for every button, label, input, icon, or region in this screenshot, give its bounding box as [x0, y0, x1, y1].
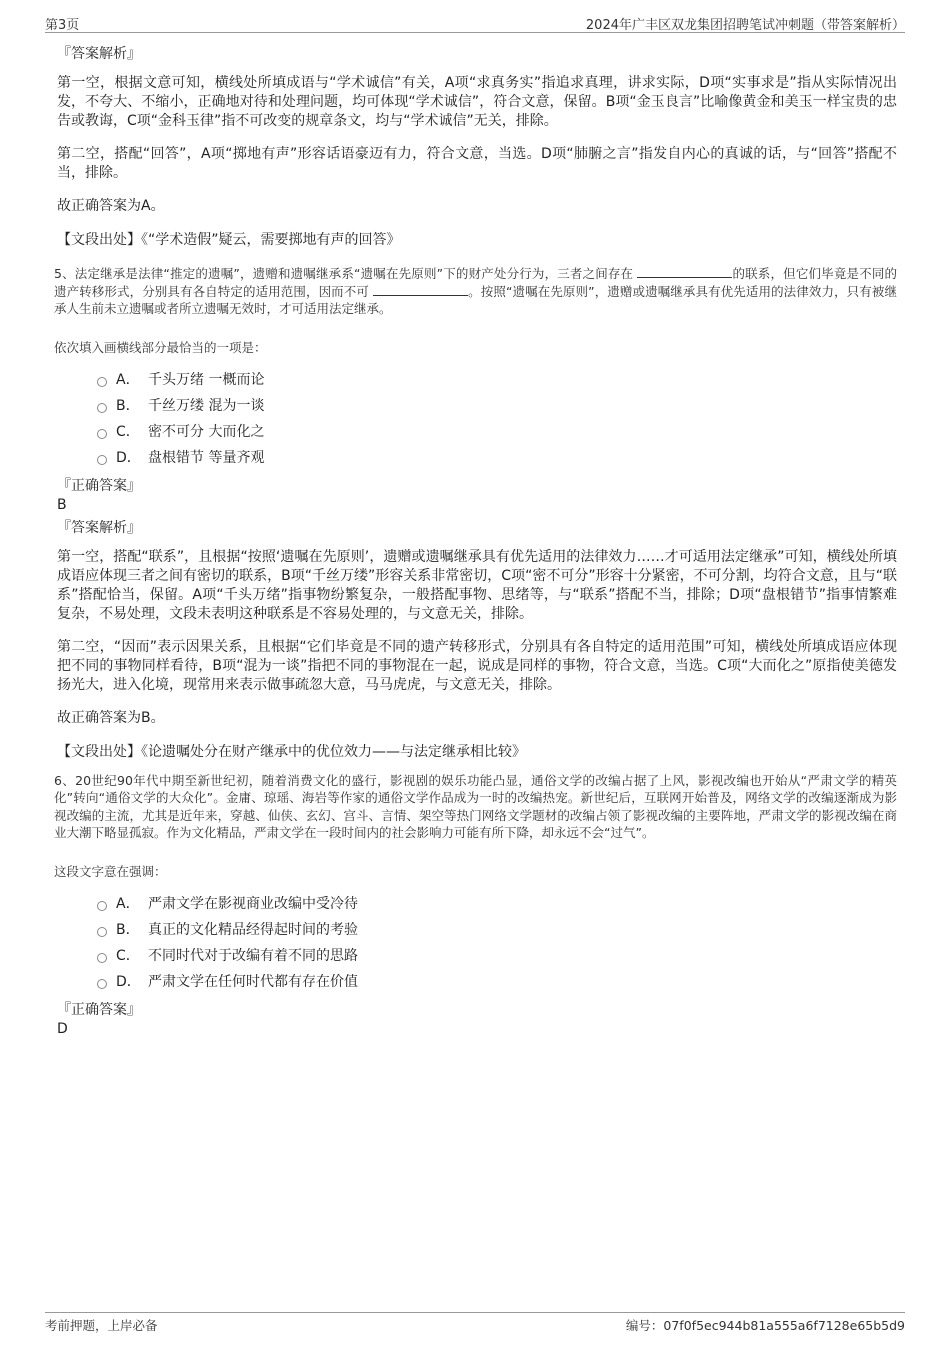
radio-icon[interactable]	[97, 377, 107, 387]
radio-icon[interactable]	[97, 927, 107, 937]
q5-analysis-p1: 第一空，搭配“联系”，且根据“按照‘遗嘱在先原则’，遗赠或遗嘱继承具有优先适用的法律效力……才可适用法定继承”可知，横线处所填成语应体现三者之间有密切的联系，B项“千丝万缕”形容关系非常密切，C项“密不可分”形容十分紧密，不可分割，均符合文意，且与“联系”搭配恰当，保留。A项“千头万绪”指事物纷繁复杂，一般搭配事物、思绪等，与“联系”搭配不当，排除；D项“盘根错节”指事情繁难复杂，不易处理，文段未表明这种联系是不容易处理的，与文意无关，排除。	[57, 548, 897, 622]
blank-2[interactable]	[373, 283, 468, 296]
page-header	[45, 14, 905, 33]
page-number: 第3页	[45, 18, 80, 33]
q5-analysis-label: 『答案解析』	[57, 519, 141, 536]
q5-answer-label: 『正确答案』	[57, 477, 141, 494]
q5-option-b[interactable]: B． 千丝万缕 混为一谈	[97, 392, 897, 418]
radio-icon[interactable]	[97, 455, 107, 465]
q4-analysis-p2: 第二空，搭配“回答”，A项“掷地有声”形容话语豪迈有力，符合文意，当选。D项“肺腑之言”指发自内心的真诚的话，与“回答”搭配不当，排除。	[57, 146, 897, 181]
blank-1[interactable]	[637, 265, 732, 278]
radio-icon[interactable]	[97, 403, 107, 413]
q5-question: 5、法定继承是法律“推定的遗嘱”，遗赠和遗嘱继承系“遗嘱在先原则”下的财产处分行为，三者之间存在 的联系，但它们毕竟是不同的遗产转移形式，分别具有各自特定的适用范围，因而不可 。按照“遗嘱在先原则”，遗赠或遗嘱继承具有优先适用的法律效力，只有被继承人生前未立遗嘱或者所立遗嘱无效时，才可适用法定继承。	[54, 266, 897, 316]
q5-prompt: 依次填入画横线部分最恰当的一项是：	[54, 339, 267, 355]
q6-answer: D	[57, 1020, 68, 1037]
main-content	[54, 44, 897, 1038]
q6-option-c[interactable]: C． 不同时代对于改编有着不同的思路	[97, 942, 897, 968]
q6-option-a[interactable]: A． 严肃文学在影视商业改编中受冷待	[97, 890, 897, 916]
q4-analysis-p3: 故正确答案为A。	[57, 198, 165, 214]
radio-icon[interactable]	[97, 953, 107, 963]
q5-analysis-p3: 故正确答案为B。	[57, 709, 165, 726]
q6-option-b[interactable]: B． 真正的文化精品经得起时间的考验	[97, 916, 897, 942]
q6-question: 6、20世纪90年代中期至新世纪初，随着消费文化的盛行，影视剧的娱乐功能凸显，通俗文学的改编占据了上风，影视改编也开始从“严肃文学的精英化”转向“通俗文学的大众化”。金庸、琼瑶、海岩等作家的通俗文学作品成为一时的改编热宠。新世纪后，互联网开始普及，网络文学的改编逐渐成为影视改编的主流，尤其是近年来，穿越、仙侠、玄幻、宫斗、言情、架空等热门网络文学题材的改编占领了影视改编的主要阵地，严肃文学的影视改编在商业大潮下略显孤寂。作为文化精品，严肃文学在一段时间内的社会影响力可能有所下降，却永远不会“过气”。	[54, 772, 897, 840]
radio-icon[interactable]	[97, 901, 107, 911]
page-footer	[45, 1312, 905, 1334]
q5-option-d[interactable]: D． 盘根错节 等量齐观	[97, 444, 897, 470]
q5-options	[97, 366, 897, 470]
q5-option-c[interactable]: C． 密不可分 大而化之	[97, 418, 897, 444]
q5-option-a[interactable]: A． 千头万绪 一概而论	[97, 366, 897, 392]
q5-source: 【文段出处】《论遗嘱处分在财产继承中的优位效力——与法定继承相比较》	[57, 743, 526, 760]
footer-slogan: 考前押题，上岸必备	[45, 1318, 158, 1333]
q5-analysis-p2: 第二空，“因而”表示因果关系，且根据“它们毕竟是不同的遗产转移形式，分别具有各自特定的适用范围”可知，横线处所填成语应体现把不同的事物同样看待，B项“混为一谈”指把不同的事物混在一起，说成是同样的事物，符合文意，当选。C项“大而化之”原指使美德发扬光大，进入化境，现常用来表示做事疏忽大意，马马虎虎，与文意无关，排除。	[57, 638, 897, 693]
q6-options	[97, 890, 897, 994]
q6-answer-label: 『正确答案』	[57, 1001, 141, 1018]
document-title: 2024年广丰区双龙集团招聘笔试冲刺题（带答案解析）	[585, 18, 905, 33]
q4-analysis-p1: 第一空，根据文意可知，横线处所填成语与“学术诚信”有关，A项“求真务实”指追求真理，讲求实际，D项“实事求是”指从实际情况出发，不夸大、不缩小，正确地对待和处理问题，均可体现“学术诚信”，符合文意，保留。B项“金玉良言”比喻像黄金和美玉一样宝贵的忠告或教诲，C项“金科玉律”指不可改变的规章条文，均与“学术诚信”无关，排除。	[57, 75, 897, 129]
document-id: 编号：07f0f5ec944b81a555a6f7128e65b5d9	[625, 1318, 905, 1333]
radio-icon[interactable]	[97, 979, 107, 989]
q6-prompt: 这段文字意在强调：	[54, 863, 167, 879]
q5-answer: B	[57, 496, 67, 513]
q6-option-d[interactable]: D． 严肃文学在任何时代都有存在价值	[97, 968, 897, 994]
radio-icon[interactable]	[97, 429, 107, 439]
q4-analysis-label: 『答案解析』	[57, 46, 141, 62]
q4-source: 【文段出处】《“学术造假”疑云，需要掷地有声的回答》	[57, 232, 401, 248]
